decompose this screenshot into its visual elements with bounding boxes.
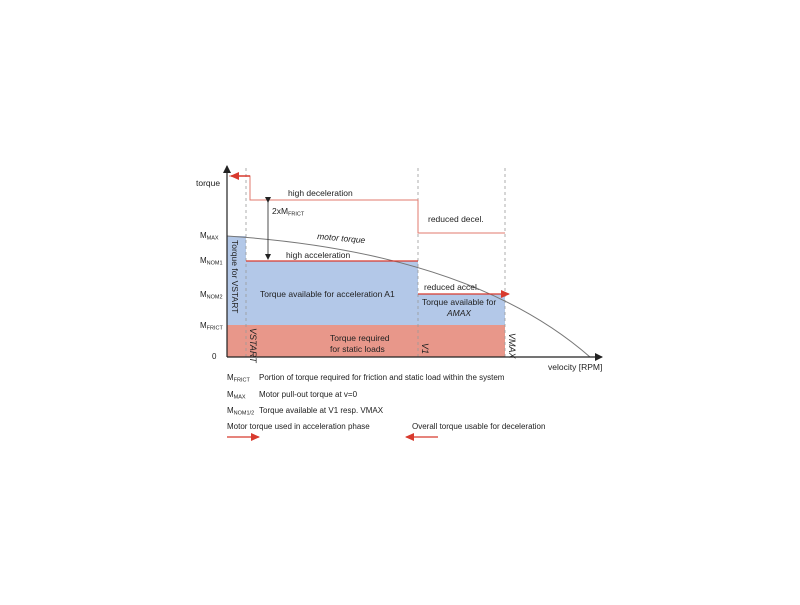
deceleration-line (229, 176, 505, 233)
amax-label-2: AMAX (447, 308, 472, 318)
static-label-2: for static loads (330, 344, 385, 354)
tick-zero: 0 (212, 352, 217, 361)
tick-m-max: MMAX (200, 231, 219, 242)
reduced-decel-label: reduced decel. (428, 214, 484, 224)
motor-torque-label: motor torque (316, 231, 366, 246)
static-label-1: Torque required (330, 333, 390, 343)
legend-max-text: Motor pull-out torque at v=0 (259, 390, 358, 399)
legend-nom-text: Torque available at V1 resp. VMAX (259, 406, 384, 415)
legend-decel-usable-text: Overall torque usable for deceleration (412, 422, 546, 431)
vstart-marker: VSTART (248, 328, 258, 363)
accel-a1-label: Torque available for acceleration A1 (260, 289, 395, 299)
tick-m-frict: MFRICT (200, 321, 223, 332)
tick-m-nom1: MNOM1 (200, 256, 223, 267)
legend-accel-phase-text: Motor torque used in acceleration phase (227, 422, 370, 431)
amax-label-1: Torque available for (422, 297, 497, 307)
legend-nom-symbol: MNOM1/2 (227, 406, 255, 417)
y-axis-label: torque (196, 178, 221, 188)
legend-max-symbol: MMAX (227, 390, 246, 401)
v1-marker: V1 (420, 343, 430, 355)
high-decel-label: high deceleration (288, 188, 353, 198)
two-x-frict-label: 2xMFRICT (272, 206, 305, 218)
tick-m-nom2: MNOM2 (200, 290, 223, 301)
x-axis-label: velocity [RPM] (548, 362, 603, 372)
high-accel-label: high acceleration (286, 250, 351, 260)
legend-frict-symbol: MFRICT (227, 373, 250, 384)
legend-frict-text: Portion of torque required for friction and static load within the system (259, 373, 505, 382)
reduced-accel-label: reduced accel. (424, 282, 480, 292)
vmax-marker: VMAX (507, 333, 517, 359)
torque-for-vstart-label: Torque for VSTART (230, 240, 240, 314)
